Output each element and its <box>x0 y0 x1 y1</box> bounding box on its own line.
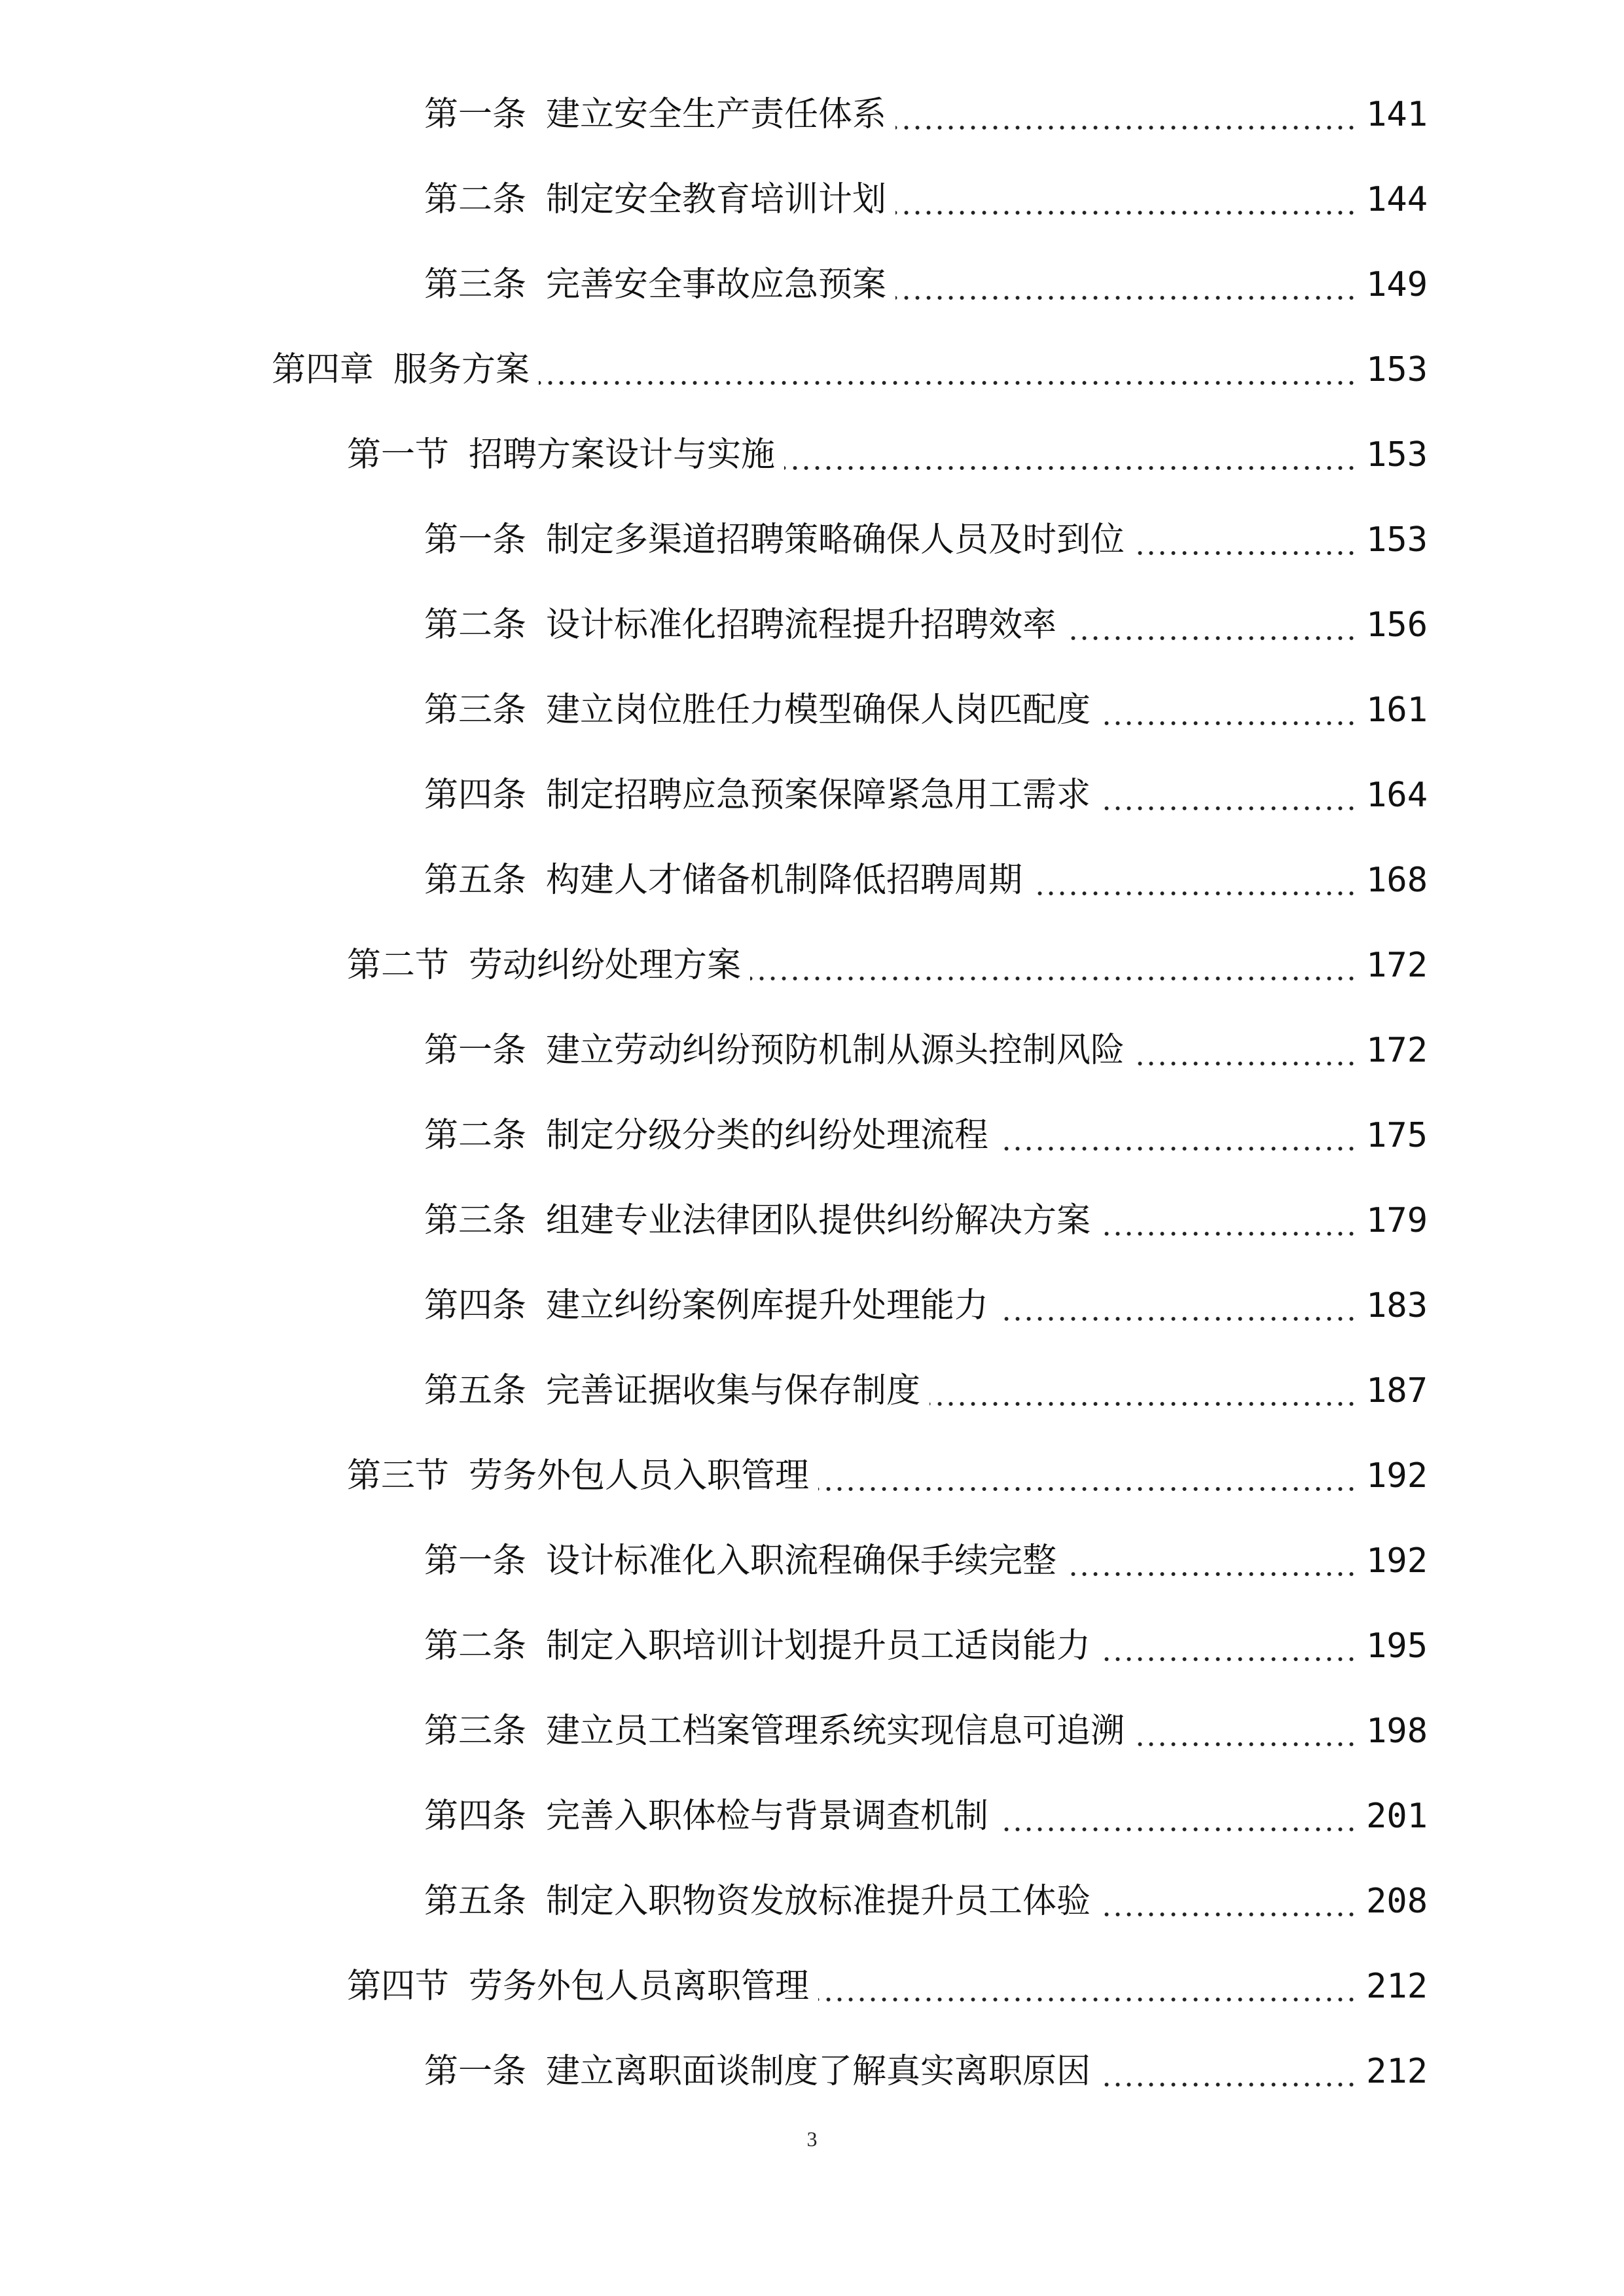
toc-entry-title: 建立离职面谈制度了解真实离职原因 <box>546 2052 1091 2091</box>
toc-entry-page-number: 179 <box>1366 1201 1428 1240</box>
toc-entry[interactable] <box>0 1774 1624 1859</box>
dot-leader <box>895 209 1357 216</box>
toc-entry-number: 第三条 <box>424 1201 527 1240</box>
toc-entry[interactable] <box>0 1518 1624 1604</box>
toc-entry-title: 服务方案 <box>393 350 530 389</box>
toc-entry-title: 构建人才储备机制降低招聘周期 <box>546 861 1023 900</box>
toc-entry-page-number: 144 <box>1366 180 1428 219</box>
toc-entry-number: 第二条 <box>424 605 527 645</box>
dot-leader <box>998 1316 1357 1322</box>
toc-entry[interactable] <box>0 668 1624 753</box>
toc-entry-number: 第三条 <box>424 1712 527 1751</box>
toc-entry-title: 劳务外包人员离职管理 <box>469 1967 810 2006</box>
toc-entry-number: 第三节 <box>347 1456 450 1496</box>
toc-entry-title: 设计标准化入职流程确保手续完整 <box>546 1541 1057 1581</box>
toc-entry[interactable] <box>0 1008 1624 1093</box>
dot-leader <box>1100 2081 1357 2088</box>
toc-entry[interactable] <box>0 583 1624 668</box>
toc-entry-page-number: 183 <box>1366 1286 1428 1325</box>
toc-entry-title: 组建专业法律团队提供纠纷解决方案 <box>546 1201 1091 1240</box>
toc-entry[interactable] <box>0 327 1624 412</box>
toc-entry-number: 第二节 <box>347 946 450 985</box>
toc-entry-page-number: 198 <box>1366 1712 1428 1751</box>
footer-page-number: 3 <box>806 2127 818 2151</box>
dot-leader <box>1100 1911 1357 1918</box>
toc-entry-title: 建立员工档案管理系统实现信息可追溯 <box>546 1712 1125 1751</box>
toc-entry-page-number: 164 <box>1366 776 1428 815</box>
toc-entry-page-number: 161 <box>1366 691 1428 730</box>
toc-entry-page-number: 141 <box>1366 95 1428 134</box>
toc-entry-page-number: 187 <box>1366 1371 1428 1410</box>
dot-leader <box>1032 890 1357 897</box>
toc-entry-number: 第四条 <box>424 776 527 815</box>
toc-entry-title: 制定分级分类的纠纷处理流程 <box>546 1116 989 1155</box>
toc-entry-number: 第一条 <box>424 1031 527 1070</box>
toc-entry-page-number: 172 <box>1366 946 1428 985</box>
toc-entry-page-number: 156 <box>1366 605 1428 645</box>
toc-entry-number: 第三条 <box>424 691 527 730</box>
toc-entry-number: 第二条 <box>424 180 527 219</box>
dot-leader <box>784 465 1357 471</box>
dot-leader <box>1066 1571 1357 1577</box>
toc-entry-title: 完善证据收集与保存制度 <box>546 1371 921 1410</box>
toc-entry-title: 建立安全生产责任体系 <box>546 95 887 134</box>
dot-leader <box>1100 1230 1357 1237</box>
toc-entry-page-number: 212 <box>1366 2052 1428 2091</box>
toc-entry-page-number: 168 <box>1366 861 1428 900</box>
toc-entry-page-number: 208 <box>1366 1882 1428 1921</box>
dot-leader <box>818 1486 1357 1492</box>
toc-entry[interactable] <box>0 1433 1624 1518</box>
toc-entry-page-number: 153 <box>1366 520 1428 560</box>
toc-entry[interactable] <box>0 72 1624 157</box>
toc-entry[interactable] <box>0 2029 1624 2114</box>
toc-entry[interactable] <box>0 753 1624 838</box>
toc-entry-number: 第四条 <box>424 1286 527 1325</box>
toc-entry-number: 第二条 <box>424 1116 527 1155</box>
toc-entry-number: 第四章 <box>272 350 374 389</box>
dot-leader <box>929 1401 1357 1407</box>
toc-entry[interactable] <box>0 1263 1624 1348</box>
toc-entry[interactable] <box>0 1944 1624 2029</box>
toc-entry[interactable] <box>0 1093 1624 1178</box>
toc-entry-title: 制定多渠道招聘策略确保人员及时到位 <box>546 520 1125 560</box>
toc-entry-title: 制定招聘应急预案保障紧急用工需求 <box>546 776 1091 815</box>
toc-entry-page-number: 212 <box>1366 1967 1428 2006</box>
toc-entry-page-number: 192 <box>1366 1541 1428 1581</box>
toc-entry-page-number: 175 <box>1366 1116 1428 1155</box>
toc-entry-number: 第一条 <box>424 1541 527 1581</box>
dot-leader <box>1134 550 1357 556</box>
toc-entry-number: 第一条 <box>424 95 527 134</box>
toc-entry[interactable] <box>0 923 1624 1008</box>
toc-entry-title: 建立纠纷案例库提升处理能力 <box>546 1286 989 1325</box>
toc-entry-title: 劳动纠纷处理方案 <box>469 946 742 985</box>
toc-entry-number: 第五条 <box>424 1882 527 1921</box>
dot-leader <box>1100 805 1357 812</box>
toc-entry-page-number: 153 <box>1366 435 1428 475</box>
dot-leader <box>1134 1741 1357 1748</box>
dot-leader <box>1134 1060 1357 1067</box>
toc-entry[interactable] <box>0 1178 1624 1263</box>
dot-leader <box>818 1996 1357 2003</box>
toc-entry-number: 第三条 <box>424 265 527 304</box>
dot-leader <box>998 1826 1357 1833</box>
toc-entry-title: 劳务外包人员入职管理 <box>469 1456 810 1496</box>
dot-leader <box>1100 720 1357 726</box>
toc-entry[interactable] <box>0 838 1624 923</box>
toc-entry-page-number: 172 <box>1366 1031 1428 1070</box>
toc-entry-number: 第五条 <box>424 861 527 900</box>
toc-entry-page-number: 153 <box>1366 350 1428 389</box>
toc-entry-title: 建立岗位胜任力模型确保人岗匹配度 <box>546 691 1091 730</box>
toc-entry-number: 第一节 <box>347 435 450 475</box>
toc-entry-number: 第二条 <box>424 1626 527 1666</box>
dot-leader <box>750 975 1357 982</box>
toc-entry-number: 第四节 <box>347 1967 450 2006</box>
toc-entry-number: 第一条 <box>424 520 527 560</box>
toc-entry[interactable] <box>0 157 1624 242</box>
toc-entry-title: 制定安全教育培训计划 <box>546 180 887 219</box>
toc-entry-title: 制定入职培训计划提升员工适岗能力 <box>546 1626 1091 1666</box>
toc-entry-number: 第五条 <box>424 1371 527 1410</box>
toc-entry[interactable] <box>0 1348 1624 1433</box>
toc-entry[interactable] <box>0 497 1624 583</box>
toc-entry-page-number: 201 <box>1366 1797 1428 1836</box>
dot-leader <box>895 124 1357 131</box>
toc-entry-title: 建立劳动纠纷预防机制从源头控制风险 <box>546 1031 1125 1070</box>
toc-entry-page-number: 149 <box>1366 265 1428 304</box>
table-of-contents <box>0 72 1624 2114</box>
toc-entry[interactable] <box>0 242 1624 327</box>
dot-leader <box>539 380 1357 386</box>
toc-entry[interactable] <box>0 1604 1624 1689</box>
toc-entry[interactable] <box>0 1859 1624 1944</box>
toc-entry-title: 设计标准化招聘流程提升招聘效率 <box>546 605 1057 645</box>
toc-entry-number: 第一条 <box>424 2052 527 2091</box>
toc-entry-title: 招聘方案设计与实施 <box>469 435 776 475</box>
toc-entry-title: 完善安全事故应急预案 <box>546 265 887 304</box>
toc-entry-page-number: 195 <box>1366 1626 1428 1666</box>
toc-entry[interactable] <box>0 412 1624 497</box>
toc-entry-title: 完善入职体检与背景调查机制 <box>546 1797 989 1836</box>
toc-entry-page-number: 192 <box>1366 1456 1428 1496</box>
dot-leader <box>1100 1656 1357 1662</box>
toc-entry-number: 第四条 <box>424 1797 527 1836</box>
toc-entry[interactable] <box>0 1689 1624 1774</box>
dot-leader <box>998 1145 1357 1152</box>
toc-entry-title: 制定入职物资发放标准提升员工体验 <box>546 1882 1091 1921</box>
dot-leader <box>895 295 1357 301</box>
dot-leader <box>1066 635 1357 641</box>
